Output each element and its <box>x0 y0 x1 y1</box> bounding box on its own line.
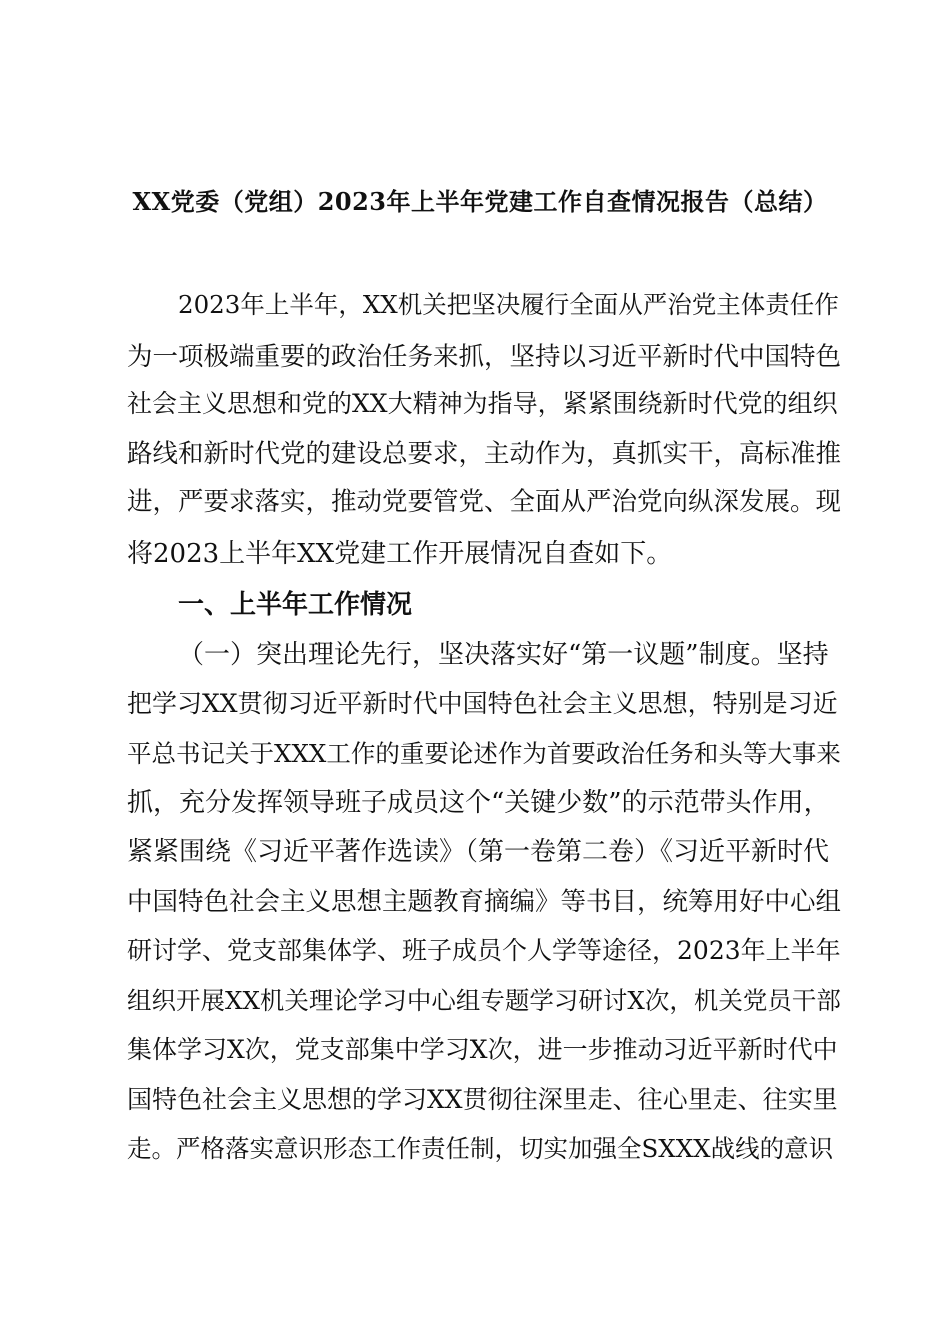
paragraph-line: 走。严格落实意识形态工作责任制，切实加强全SXXX战线的意识 <box>127 1134 834 1163</box>
document-title: XX党委（党组）2023年上半年党建工作自查情况报告（总结） <box>132 187 828 216</box>
section-heading: 一、上半年工作情况 <box>178 590 413 620</box>
paragraph-line: 进，严要求落实，推动党要管党、全面从严治党向纵深发展。现 <box>127 487 842 517</box>
paragraph-line: 将2023上半年XX党建工作开展情况自查如下。 <box>127 539 673 569</box>
paragraph-line: 2023年上半年，XX机关把坚决履行全面从严治党主体责任作 <box>178 290 839 319</box>
paragraph-line: 把学习XX贯彻习近平新时代中国特色社会主义思想，特别是习近 <box>127 689 838 718</box>
paragraph-line: （一）突出理论先行，坚决落实好“第一议题”制度。坚持 <box>178 640 829 670</box>
paragraph-line: 抓，充分发挥领导班子成员这个“关键少数”的示范带头作用， <box>127 788 830 818</box>
paragraph-line: 为一项极端重要的政治任务来抓，坚持以习近平新时代中国特色 <box>127 342 842 372</box>
paragraph-line: 路线和新时代党的建设总要求，主动作为，真抓实干，高标准推 <box>127 439 842 469</box>
paragraph-line: 研讨学、党支部集体学、班子成员个人学等途径，2023年上半年 <box>127 936 841 965</box>
paragraph-line: 集体学习X次，党支部集中学习X次，进一步推动习近平新时代中 <box>127 1035 838 1064</box>
paragraph-line: 组织开展XX机关理论学习中心组专题学习研讨X次，机关党员干部 <box>127 986 841 1015</box>
paragraph-line: 社会主义思想和党的XX大精神为指导，紧紧围绕新时代党的组织 <box>127 389 838 418</box>
paragraph-line: 中国特色社会主义思想主题教育摘编》等书目，统筹用好中心组 <box>127 887 842 917</box>
paragraph-line: 平总书记关于XXX工作的重要论述作为首要政治任务和头等大事来 <box>127 739 841 768</box>
paragraph-line: 国特色社会主义思想的学习XX贯彻往深里走、往心里走、往实里 <box>127 1085 838 1114</box>
paragraph-line: 紧紧围绕《习近平著作选读》（第一卷第二卷）《习近平新时代 <box>127 837 830 867</box>
